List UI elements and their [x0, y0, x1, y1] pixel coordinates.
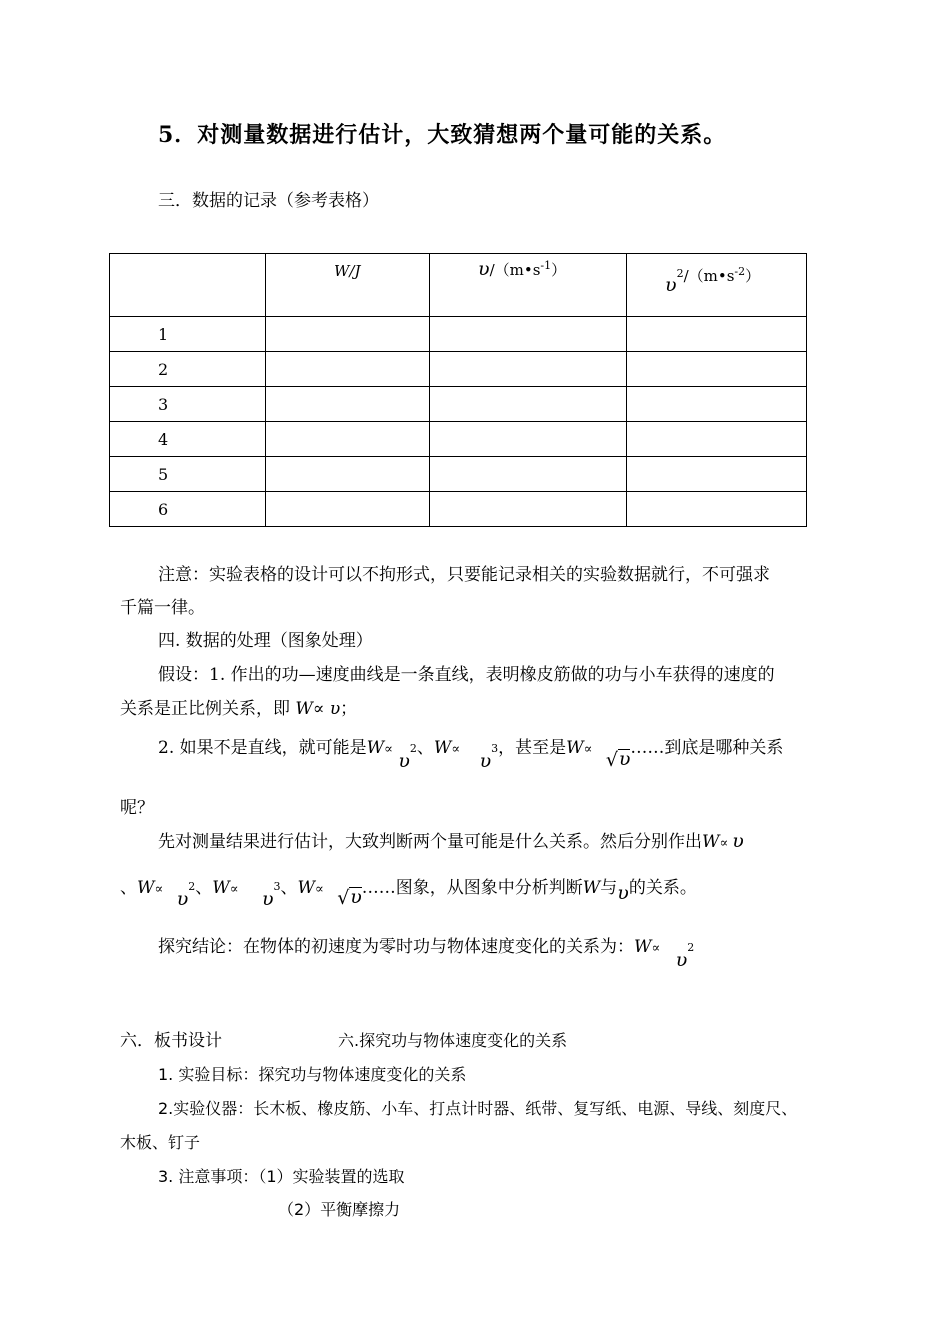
board-item-3-sub-2: （2）平衡摩擦力	[278, 1200, 401, 1219]
header-velocity	[430, 254, 627, 317]
row-number: 5	[110, 457, 266, 492]
heading-step-5: 5．对测量数据进行估计，大致猜想两个量可能的关系。	[158, 122, 727, 148]
board-item-2-line-1: 2.实验仪器：长木板、橡皮筋、小车、打点计时器、纸带、复写纸、电源、导线、刻度尺、	[158, 1099, 798, 1118]
header-velocity-squared	[627, 254, 807, 317]
row-number: 1	[110, 317, 266, 352]
header-empty-cell	[110, 254, 266, 317]
estimate-line-2: 、$W\propto \upsilon^2$、$W\propto \upsilon^3$、W∝ √ υ……图象，从图象中分析判断W与υ的关系。	[120, 878, 697, 910]
table-row	[110, 457, 807, 492]
conclusion: 探究结论：在物体的初速度为零时功与物体速度变化的关系为：$W\propto \upsilon^2$	[158, 937, 695, 971]
row-number: 6	[110, 492, 266, 527]
header-work-label: W/J	[334, 262, 361, 280]
table-row	[110, 352, 807, 387]
sqrt-v: √ υ	[337, 886, 362, 909]
section-3-title: 三．数据的记录（参考表格）	[158, 191, 379, 211]
board-design-title: 六.探究功与物体速度变化的关系	[338, 1031, 568, 1050]
header-velocity-squared-label: $\upsilon^2/(m•s^{-2})$	[665, 265, 761, 296]
table-row	[110, 422, 807, 457]
board-item-2-line-2: 木板、钉子	[120, 1133, 201, 1152]
data-record-table	[109, 253, 807, 527]
table-row	[110, 492, 807, 527]
header-work	[266, 254, 430, 317]
table-header-row	[110, 254, 807, 317]
note-line-2: 千篇一律。	[120, 598, 205, 618]
note-line-1: 注意：实验表格的设计可以不拘形式，只要能记录相关的实验数据就行，不可强求	[158, 565, 770, 585]
board-design-label: 六．板书设计	[120, 1031, 222, 1051]
header-velocity-label: $\upsilon/(m•s^{-1})$	[478, 258, 567, 280]
hypothesis-1-line-1: 假设：1. 作出的功—速度曲线是一条直线，表明橡皮筋做的功与小车获得的速度的	[158, 665, 775, 685]
board-item-3: 3. 注意事项：（1）实验装置的选取	[158, 1167, 405, 1186]
table-row	[110, 317, 807, 352]
estimate-line-1: 先对测量结果进行估计，大致判断两个量可能是什么关系。然后分别作出W∝ υ	[158, 830, 744, 852]
hypothesis-1-line-2: 关系是正比例关系，即 W∝ υ；	[120, 699, 358, 719]
hypothesis-2-line-1: 2. 如果不是直线，就可能是$W\propto \upsilon^2$、$W\propto \upsilon^3$，甚至是W∝ √ υ……到底是哪种关系	[158, 738, 784, 772]
board-item-1: 1. 实验目标：探究功与物体速度变化的关系	[158, 1065, 467, 1084]
hypothesis-2-line-2: 呢？	[120, 798, 154, 818]
row-number: 4	[110, 422, 266, 457]
row-number: 2	[110, 352, 266, 387]
row-number: 3	[110, 387, 266, 422]
table-row	[110, 387, 807, 422]
section-4-title: 四. 数据的处理（图象处理）	[158, 631, 373, 651]
sqrt-v: √ υ	[605, 748, 631, 771]
